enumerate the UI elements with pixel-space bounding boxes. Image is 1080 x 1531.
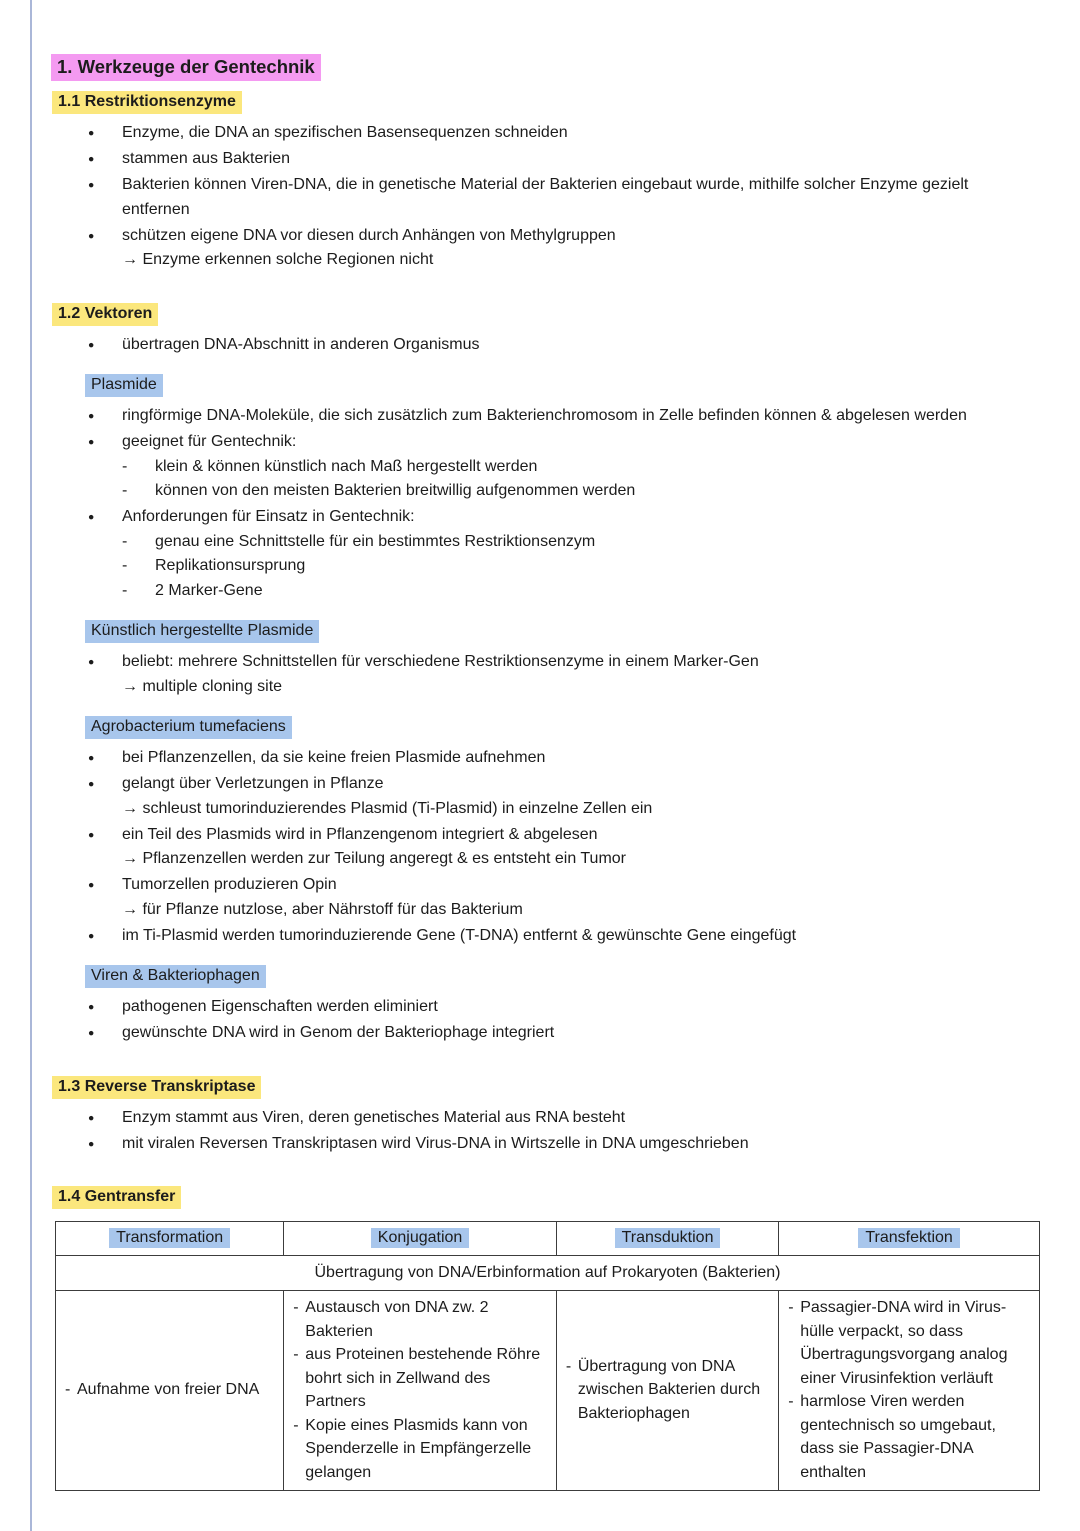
bullet-text: Bakterien können Viren-DNA, die in genetische Material der Bakterien eingebaut wurde, mithilfe solcher Enzyme gezielt entfernen <box>122 176 969 218</box>
page-title: 1. Werkzeuge der Gentechnik <box>51 54 321 81</box>
bullet-text: übertragen DNA-Abschnitt in anderen Organismus <box>122 335 480 353</box>
bullet-list <box>55 746 995 948</box>
bullet-text: gewünschte DNA wird in Genom der Bakteriophage integriert <box>122 1024 555 1041</box>
bullet-list <box>55 1106 995 1157</box>
table-header-cell <box>284 1222 557 1256</box>
bullet-item <box>55 173 995 222</box>
dash-text: Replikationsursprung <box>155 557 306 574</box>
section-heading-reverse-transkriptase: 1.3 Reverse Transkriptase <box>52 1076 261 1099</box>
dash-list <box>122 530 995 604</box>
bullet-text: im Ti-Plasmid werden tumorinduzierende Gene (T-DNA) entfernt & gewünschte Gene eingefügt <box>122 926 797 944</box>
arrow-note: → Enzyme erkennen solche Regionen nicht <box>122 251 434 268</box>
bullet-list <box>55 404 995 603</box>
bullet-text: beliebt: mehrere Schnittstellen für verschiedene Restriktionsenzyme in einem Marker-Gen <box>122 653 759 670</box>
arrow-note: → multiple cloning site <box>122 677 283 695</box>
bullet-text: ringförmige DNA-Moleküle, die sich zusätzlich zum Bakterienchromosom in Zelle befinden können & abgelesen werden <box>122 407 967 424</box>
dash-item <box>122 530 995 555</box>
table-merged-row <box>56 1255 1040 1291</box>
table-cell-transformation <box>56 1291 284 1491</box>
bullet-item <box>55 873 995 922</box>
section-heading-restriktionsenzyme: 1.1 Restriktionsenzyme <box>52 91 242 114</box>
table-header-cell <box>56 1222 284 1256</box>
notebook-margin-line <box>30 0 32 1531</box>
gentransfer-table <box>55 1221 1040 1491</box>
bullet-text: geeignet für Gentechnik: <box>122 433 297 450</box>
bullet-text: Anforderungen für Einsatz in Gentechnik: <box>122 508 415 525</box>
bullet-item <box>55 333 995 358</box>
section-heading-vektoren: 1.2 Vektoren <box>52 303 158 326</box>
bullet-item <box>55 746 995 771</box>
cell-dash-text: - aus Proteinen bestehende Röhre bohrt sich in Zellwand des Partners <box>293 1343 547 1414</box>
bullet-text: ein Teil des Plasmids wird in Pflanzengenom integriert & abgelesen <box>122 825 598 843</box>
bullet-text: bei Pflanzenzellen, da sie keine freien Plasmide aufnehmen <box>122 749 546 766</box>
table-header-konjugation: Konjugation <box>371 1228 470 1248</box>
subheading-viren-bakteriophagen: Viren & Bakteriophagen <box>85 965 266 988</box>
subheading-kuenstliche-plasmide: Künstlich hergestellte Plasmide <box>85 620 319 643</box>
cell-dash-text: - Aufnahme von freier DNA <box>65 1378 274 1402</box>
cell-dash-text: - harmlose Viren werden gentechnisch so umgebaut, dass sie Passagier-DNA enthalten <box>788 1390 1030 1484</box>
bullet-item <box>55 404 995 429</box>
bullet-text: stammen aus Bakterien <box>122 150 291 167</box>
cell-dash-text: - Übertragung von DNA zwischen Bakterien durch Bakteriophagen <box>566 1355 769 1426</box>
cell-dash-text: - Passagier-DNA wird in Virus-hülle verpackt, so dass Übertragungsvorgang analog einer Virusinfektion verläuft <box>788 1296 1030 1390</box>
table-cell-konjugation <box>284 1291 557 1491</box>
bullet-list <box>55 333 995 358</box>
bullet-text: pathogenen Eigenschaften werden eliminiert <box>122 998 438 1015</box>
subheading-agrobacterium: Agrobacterium tumefaciens <box>85 716 292 739</box>
dash-text: können von den meisten Bakterien breitwillig aufgenommen werden <box>155 482 636 499</box>
dash-text: klein & können künstlich nach Maß hergestellt werden <box>155 457 538 475</box>
table-header-cell <box>779 1222 1040 1256</box>
dash-text: genau eine Schnittstelle für ein bestimmtes Restriktionsenzym <box>155 532 596 550</box>
bullet-text: Enzym stammt aus Viren, deren genetisches Material aus RNA besteht <box>122 1108 626 1126</box>
bullet-item <box>55 650 995 699</box>
dash-item <box>122 579 995 604</box>
bullet-item <box>55 995 995 1020</box>
bullet-item <box>55 1106 995 1131</box>
arrow-note: → schleust tumorinduzierendes Plasmid (Ti-Plasmid) in einzelne Zellen ein <box>122 799 653 817</box>
section-vektoren <box>55 303 1040 1046</box>
table-header-transformation: Transformation <box>109 1228 230 1248</box>
table-cell-transfektion <box>779 1291 1040 1491</box>
section-gentransfer <box>55 1186 1040 1491</box>
dash-item <box>122 479 995 504</box>
arrow-note: → Pflanzenzellen werden zur Teilung angeregt & es entsteht ein Tumor <box>122 850 626 867</box>
bullet-text: schützen eigene DNA vor diesen durch Anhängen von Methylgruppen <box>122 226 616 244</box>
title-row <box>55 54 1040 81</box>
bullet-item <box>55 1021 995 1046</box>
section-heading-gentransfer: 1.4 Gentransfer <box>52 1186 181 1209</box>
bullet-list <box>55 650 995 699</box>
bullet-text: Tumorzellen produzieren Opin <box>122 876 337 893</box>
bullet-list <box>55 995 995 1046</box>
bullet-item <box>55 224 995 273</box>
bullet-text: Enzyme, die DNA an spezifischen Basensequenzen schneiden <box>122 124 568 141</box>
bullet-item <box>55 121 995 146</box>
dash-item <box>122 455 995 480</box>
table-body-row <box>56 1291 1040 1491</box>
cell-dash-text: - Kopie eines Plasmids kann von Spenderzelle in Empfängerzelle gelangen <box>293 1414 547 1485</box>
bullet-item <box>55 1132 995 1157</box>
bullet-item <box>55 505 995 603</box>
bullet-item <box>55 430 995 504</box>
table-cell-transduktion <box>556 1291 778 1491</box>
arrow-note: → für Pflanze nutzlose, aber Nährstoff für das Bakterium <box>122 900 523 918</box>
table-merged-cell: Übertragung von DNA/Erbinformation auf Prokaryoten (Bakterien) <box>56 1255 1040 1291</box>
section-reverse-transkriptase <box>55 1076 1040 1157</box>
table-header-transduktion: Transduktion <box>615 1228 721 1248</box>
bullet-item <box>55 147 995 172</box>
section-restriktionsenzyme <box>55 91 1040 273</box>
subsection-kuenstliche-plasmide <box>55 620 1040 699</box>
subheading-plasmide: Plasmide <box>85 374 163 397</box>
cell-dash-text: - Austausch von DNA zw. 2 Bakterien <box>293 1296 547 1343</box>
dash-item <box>122 554 995 579</box>
bullet-item <box>55 924 995 949</box>
bullet-text: mit viralen Reversen Transkriptasen wird Virus-DNA in Wirtszelle in DNA umgeschrieben <box>122 1134 749 1152</box>
dash-list <box>122 455 995 504</box>
bullet-list <box>55 121 995 273</box>
subsection-viren-bakteriophagen <box>55 965 1040 1046</box>
bullet-item <box>55 823 995 872</box>
bullet-text: gelangt über Verletzungen in Pflanze <box>122 775 384 792</box>
table-header-cell <box>556 1222 778 1256</box>
bullet-item <box>55 772 995 821</box>
subsection-agrobacterium <box>55 716 1040 948</box>
subsection-plasmide <box>55 374 1040 603</box>
table-header-transfektion: Transfektion <box>858 1228 959 1248</box>
dash-text: 2 Marker-Gene <box>155 581 263 599</box>
table-header-row <box>56 1222 1040 1256</box>
